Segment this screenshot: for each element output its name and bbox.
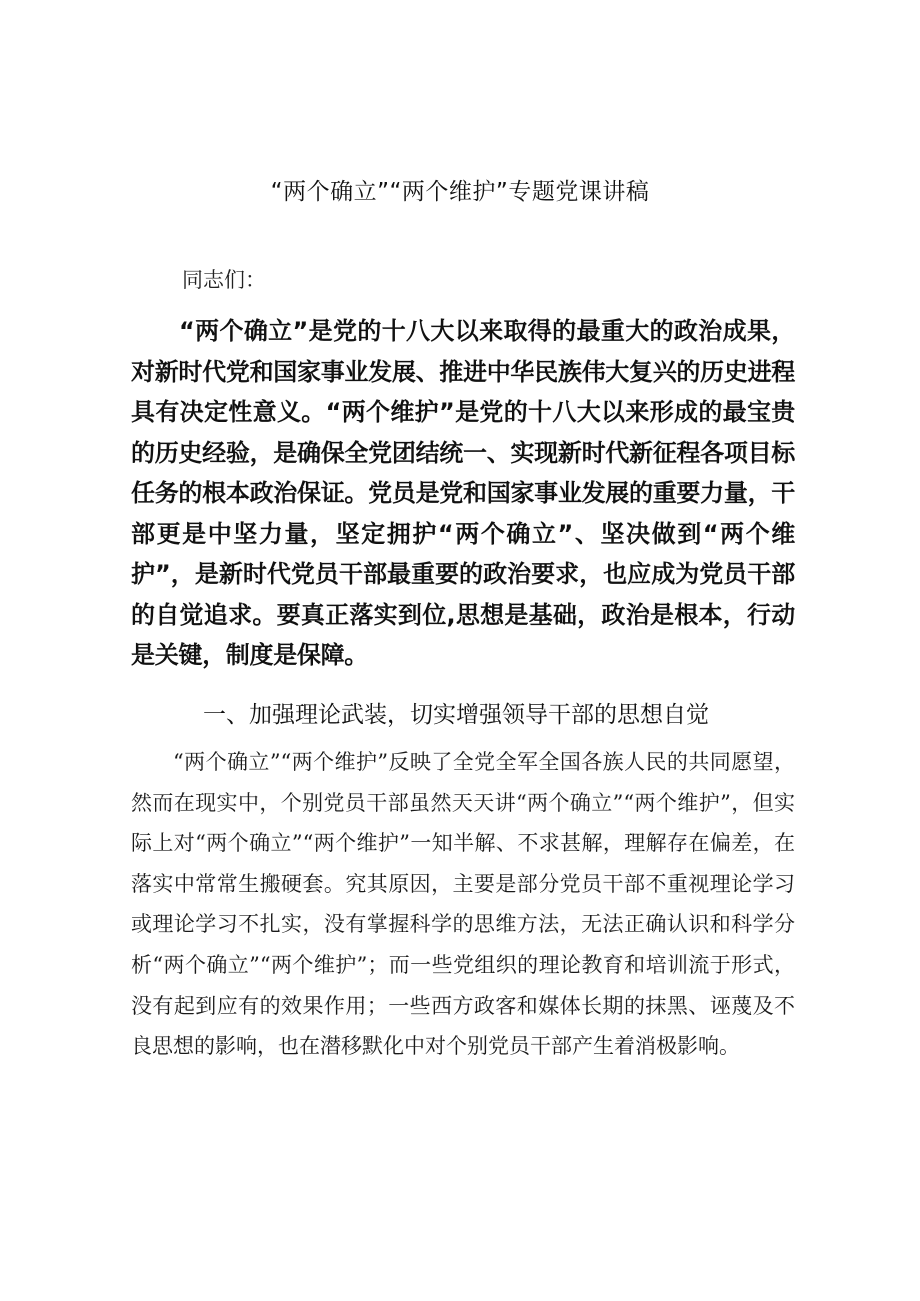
salutation: 同志们： [182, 268, 266, 292]
section-heading: 一、加强理论武装，切实增强领导干部的思想自觉 [203, 702, 709, 728]
document-title: “两个确立”“两个维护”专题党课讲稿 [270, 179, 650, 205]
section-paragraph: “两个确立”“两个维护”反映了全党全军全国各族人民的共同愿望，然而在现实中，个别党员干部虽然天天讲“两个确立”“两个维护”，但实际上对“两个确立”“两个维护”一知半解、不求甚解，理解存在偏差，在落实中常常生搬硬套。究其原因，主要是部分党员干部不重视理论学习或理论学习不扎实，没有掌握科学的思维方法，无法正确认识和科学分析“两个确立”“两个维护”；而一些党组织的理论教育和培训流于形式，没有起到应有的效果作用；一些西方政客和媒体长期的抹黑、诬蔑及不良思想的影响，也在潜移默化中对个别党员干部产生着消极影响。 [131, 750, 795, 1059]
intro-paragraph: “两个确立”是党的十八大以来取得的最重大的政治成果，对新时代党和国家事业发展、推进中华民族伟大复兴的历史进程具有决定性意义。“两个维护”是党的十八大以来形成的最宝贵的历史经验，是确保全党团结统一、实现新时代新征程各项目标任务的根本政治保证。党员是党和国家事业发展的重要力量，干部更是中坚力量，坚定拥护“两个确立”、坚决做到“两个维护”，是新时代党员干部最重要的政治要求，也应成为党员干部的自觉追求。要真正落实到位,思想是基础，政治是根本，行动是关键，制度是保障。 [131, 317, 795, 669]
